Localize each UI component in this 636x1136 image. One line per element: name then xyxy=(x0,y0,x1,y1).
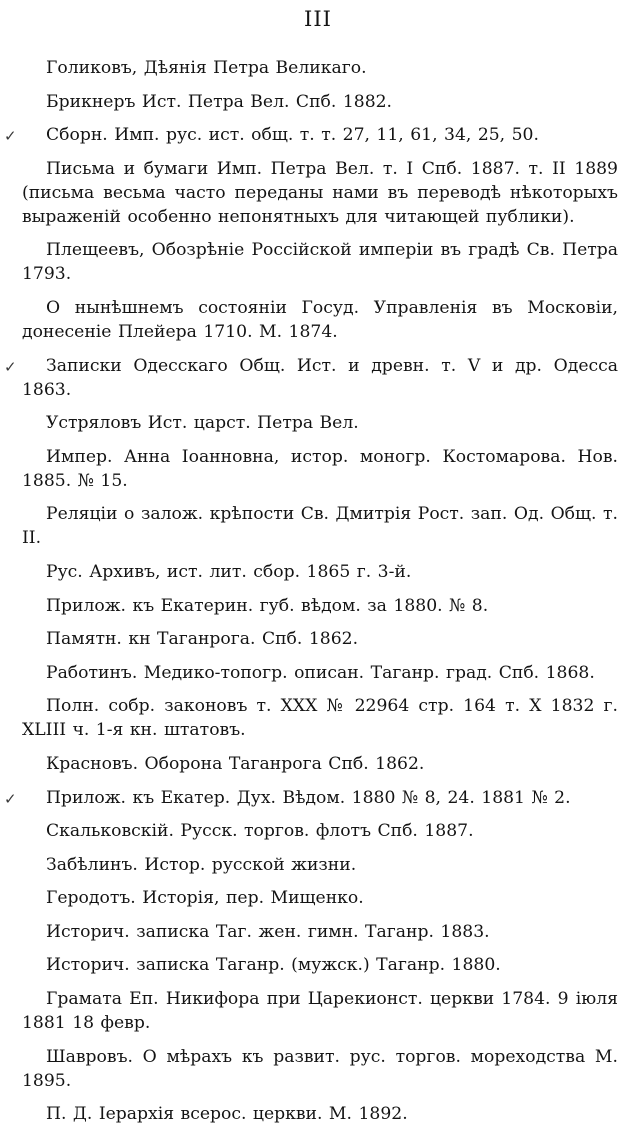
bibliography-entry xyxy=(0,953,636,977)
margin-check-mark: ✓ xyxy=(4,789,17,808)
bibliography-entry xyxy=(0,157,636,229)
bibliography-entry xyxy=(0,296,636,344)
margin-check-mark: ✓ xyxy=(4,127,17,146)
entry-text: Плещеевъ, Обозрѣніе Россійской имперіи въ градѣ Св. Петра 1793. xyxy=(22,240,618,285)
margin-check-mark: ✓ xyxy=(4,357,17,376)
bibliography-entry xyxy=(0,594,636,618)
entry-text: Брикнеръ Ист. Петра Вел. Спб. 1882. xyxy=(46,91,393,112)
bibliography-entry xyxy=(0,238,636,286)
entry-text: Импер. Анна Іоанновна, истор. моногр. Костомарова. Нов. 1885. № 15. xyxy=(22,446,618,491)
entry-text: Грамата Еп. Никифора при Царекионст. церкви 1784. 9 іюля 1881 18 февр. xyxy=(22,989,618,1034)
bibliography-entry xyxy=(0,886,636,910)
entry-text: Забѣлинъ. Истор. русской жизни. xyxy=(46,854,357,875)
bibliography-entry xyxy=(0,627,636,651)
bibliography-entry xyxy=(0,1045,636,1093)
bibliography-entry xyxy=(0,786,636,810)
bibliography-entry xyxy=(0,354,636,402)
bibliography-entry xyxy=(0,1102,636,1126)
bibliography-entry xyxy=(0,123,636,147)
bibliography-entry xyxy=(0,445,636,493)
entry-text: Прилож. къ Екатерин. губ. вѣдом. за 1880. № 8. xyxy=(46,595,489,616)
entry-text: Полн. собр. законовъ т. XXX № 22964 стр. 164 т. X 1832 г. XLIII ч. 1-я кн. штатовъ. xyxy=(22,696,618,741)
bibliography-entry xyxy=(0,752,636,776)
bibliography-entry xyxy=(0,819,636,843)
bibliography-entry xyxy=(0,560,636,584)
entry-text: Голиковъ, Дѣянія Петра Великаго. xyxy=(46,58,367,78)
page-number: III xyxy=(304,7,332,31)
entry-text: Скальковскій. Русск. торгов. флотъ Спб. 1887. xyxy=(46,821,474,842)
entry-text: Реляціи о залож. крѣпости Св. Дмитрія Рост. зап. Од. Общ. т. II. xyxy=(22,504,618,549)
entry-text: Шавровъ. О мѣрахъ къ развит. рус. торгов. мореходства М. 1895. xyxy=(22,1046,618,1091)
entry-text: Историч. записка Таганр. (мужск.) Таганр. 1880. xyxy=(46,955,501,976)
bibliography-entry xyxy=(0,90,636,114)
entry-text: Устряловъ Ист. царст. Петра Вел. xyxy=(46,413,359,434)
entry-text: Прилож. къ Екатер. Дух. Вѣдом. 1880 № 8, 24. 1881 № 2. xyxy=(46,787,571,808)
bibliography-entry xyxy=(0,502,636,550)
entry-text: Красновъ. Оборона Таганрога Спб. 1862. xyxy=(46,753,425,774)
bibliography-entry xyxy=(0,661,636,685)
entry-text: П. Д. Іерархія всерос. церкви. М. 1892. xyxy=(46,1104,408,1125)
entry-text: Памятн. кн Таганрога. Спб. 1862. xyxy=(46,629,359,650)
bibliography-list xyxy=(0,56,636,1136)
bibliography-entry xyxy=(0,694,636,742)
bibliography-entry xyxy=(0,853,636,877)
entry-text: Геродотъ. Исторія, пер. Мищенко. xyxy=(46,888,364,909)
bibliography-entry xyxy=(0,56,636,80)
entry-text: Работинъ. Медико-топогр. описан. Таганр. град. Спб. 1868. xyxy=(46,662,595,683)
entry-text: Рус. Архивъ, ист. лит. сбор. 1865 г. 3-й. xyxy=(46,561,412,582)
entry-text: Записки Одесскаго Общ. Ист. и древн. т. V и др. Одесса 1863. xyxy=(22,355,618,400)
bibliography-entry xyxy=(0,987,636,1035)
entry-text: О нынѣшнемъ состояніи Госуд. Управленія въ Московіи, донесеніе Плейера 1710. М. 1874. xyxy=(22,297,618,342)
entry-text: Сборн. Имп. рус. ист. общ. т. т. 27, 11, 61, 34, 25, 50. xyxy=(46,125,539,146)
entry-text: Историч. записка Таг. жен. гимн. Таганр. 1883. xyxy=(46,921,490,942)
bibliography-entry xyxy=(0,920,636,944)
entry-text: Письма и бумаги Имп. Петра Вел. т. I Спб. 1887. т. II 1889 (письма весьма часто переданы нами въ переводѣ нѣкоторыхъ выраженій особенно непонятныхъ для читающей публики). xyxy=(22,158,618,227)
bibliography-entry xyxy=(0,411,636,435)
